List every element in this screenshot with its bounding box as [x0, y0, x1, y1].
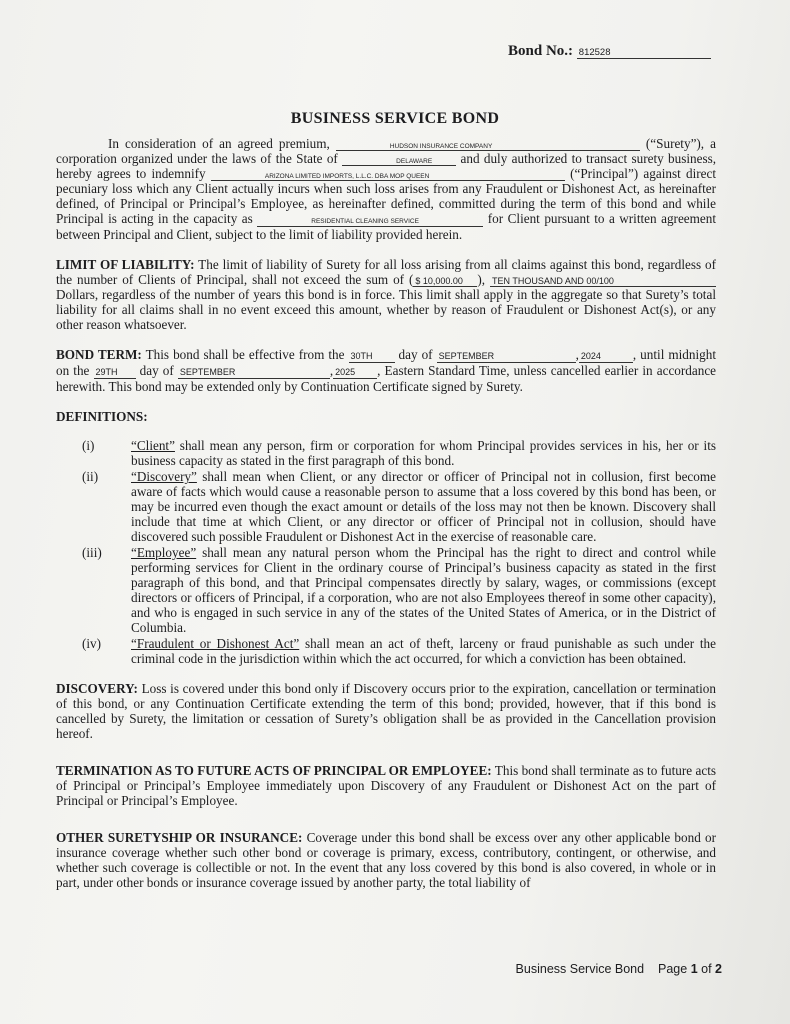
- discovery-section: [56, 681, 716, 741]
- start-month-field: SEPTEMBER: [437, 352, 576, 363]
- surety-name-field: HUDSON INSURANCE COMPANY: [336, 143, 640, 151]
- intro-text-4: (“Principal”) against direct pecuniary loss which any Client actually incurs when such loss arises from any Fraudulent or Dishonest Act, as hereinafter defined, of Principal or Principal’s Employee, as hereinafter defined, committed during the term of this bond and while Principal is acting in the capacity as: [56, 166, 716, 227]
- state-field: DELAWARE: [342, 158, 456, 166]
- footer-page-label: Page: [658, 962, 688, 976]
- intro-text-5: for Client pursuant to a written agreement between Principal and Client, subject to the limit of liability provided herein.: [56, 211, 717, 242]
- intro-text-2: (“Surety”), a corporation organized under the laws of the State of: [56, 136, 717, 167]
- discovery-text: Loss is covered under this bond only if Discovery occurs prior to the expiration, cancellation or termination of this bond, or any Continuation Certificate extending the term of this bond; provided, however, that if this bond is cancelled by Surety, the limitation or cessation of Surety’s obligation shall be as provided in the Cancellation provision hereof.: [56, 681, 716, 742]
- term-text-7: , Eastern Standard Time, unless cancelled earlier in accordance herewith. This bond may be extended only by Continuation Certificate signed by Surety.: [56, 363, 717, 395]
- definition-item: [56, 636, 716, 666]
- definition-item: [56, 469, 716, 544]
- discovery-heading: DISCOVERY:: [56, 681, 138, 697]
- bond-number-label: Bond No.:: [508, 43, 574, 59]
- definition-number: (i): [82, 438, 95, 454]
- termination-text: This bond shall terminate as to future acts of Principal or Principal’s Employee immediately upon Discovery of any Fraudulent or Dishonest Act on the part of Principal or Principal’s Employee.: [56, 763, 716, 809]
- limit-text-1: The limit of liability of Surety for all loss arising from all claims against this bond, regardless of the number of Clients of Principal, shall not exceed the sum of (: [56, 256, 717, 287]
- definition-body: shall mean an act of theft, larceny or fraud punishable as such under the criminal code in the jurisdiction within which the act occurred, for which a conviction has been obtained.: [131, 636, 716, 667]
- bond-term-section: [56, 347, 716, 394]
- definition-number: (iii): [82, 545, 102, 561]
- start-day-field: 30TH: [349, 352, 395, 363]
- term-text-2: day of: [398, 347, 433, 363]
- termination-heading: TERMINATION AS TO FUTURE ACTS OF PRINCIPAL OR EMPLOYEE:: [56, 763, 492, 779]
- principal-name-field: ARIZONA LIMITED IMPORTS, L.L.C. DBA MOP QUEEN: [211, 173, 565, 181]
- definition-text: [131, 636, 716, 666]
- definition-term: “Discovery”: [131, 469, 197, 485]
- definition-number: (ii): [82, 469, 99, 485]
- intro-paragraph: [56, 136, 716, 242]
- limit-heading: LIMIT OF LIABILITY:: [56, 256, 195, 272]
- definition-item: [56, 545, 716, 635]
- page-footer: [516, 962, 722, 976]
- bond-number-line: [508, 43, 711, 60]
- start-year-field: 2024: [579, 352, 633, 363]
- footer-of-label: of: [701, 962, 712, 976]
- document-body: [56, 136, 716, 890]
- document-title: BUSINESS SERVICE BOND: [290, 110, 500, 127]
- definition-item: [56, 438, 716, 468]
- term-text-5: day of: [139, 363, 174, 379]
- intro-text-1: In consideration of an agreed premium,: [108, 136, 330, 151]
- definition-body: shall mean when Client, or any director or officer of Principal not in collusion, first become aware of facts which would cause a reasonable person to assume that a loss covered by this bond has been, or may be incurred even though the exact amount or details of the loss may not then be known. Discovery shall include that time at which Client, or any director or officer of Principal not in collusion, should have discovered such possible Fraudulent or Dishonest Act in the exercise of reasonable care.: [131, 469, 716, 545]
- intro-text-3: and duly authorized to transact surety business, hereby agrees to indemnify: [56, 151, 717, 182]
- limit-text-2: ),: [477, 271, 486, 287]
- definition-term: “Client”: [131, 438, 175, 454]
- limit-text-3: Dollars, regardless of the number of years this bond is in force. This limit shall apply in the aggregate so that Surety’s total liability for all claims shall in no event exceed this amount, whether by reason of Fraudulent or Dishonest Act(s), or any other reason whatsoever.: [56, 287, 716, 333]
- definition-term: “Employee”: [131, 545, 197, 561]
- term-heading: BOND TERM:: [56, 347, 142, 363]
- footer-page-total: 2: [715, 962, 722, 976]
- other-suretyship-section: [56, 830, 716, 890]
- term-text-4: , until midnight on the: [56, 347, 716, 379]
- definition-text: [131, 469, 716, 544]
- footer-page-number: 1: [690, 962, 698, 976]
- definition-text: [131, 545, 716, 635]
- other-heading: OTHER SURETYSHIP OR INSURANCE:: [56, 830, 303, 846]
- definition-body: shall mean any person, firm or corporation for whom Principal provides services in his, her or its business capacity as stated in the first paragraph of this bond.: [131, 438, 716, 469]
- definition-body: shall mean any natural person whom the Principal has the right to direct and control while performing services for Client in the ordinary course of Principal’s business capacity as stated in the first paragraph of this bond, and that Principal compensates directly by salary, wages, or commissions (except directors or officers of Principal, if a corporation, who are not also Employees thereof in some other capacity), and who is engaged in such service in any of the states of the United States of America, or in the District of Columbia.: [131, 545, 716, 636]
- definitions-heading: DEFINITIONS:: [56, 409, 148, 425]
- end-year-field: 2025: [333, 368, 377, 379]
- footer-doc-name: Business Service Bond: [515, 962, 645, 976]
- limit-of-liability-section: [56, 257, 716, 333]
- other-text: Coverage under this bond shall be excess over any other applicable bond or insurance coverage whether such other bond or coverage is primary, excess, contributory, contingent, or otherwise, and whether such coverage is collectible or not. In the event that any loss covered by this bond is also covered, in whole or in part, under other bonds or insurance coverage issued by another party, the total liability of: [56, 830, 716, 891]
- bond-number-value: 812528: [577, 48, 711, 59]
- end-month-field: SEPTEMBER: [178, 368, 330, 379]
- end-day-field: 29TH: [94, 368, 136, 379]
- termination-section: [56, 763, 716, 808]
- definition-number: (iv): [82, 636, 102, 652]
- term-text-6: ,: [329, 363, 334, 379]
- definition-text: [131, 438, 716, 468]
- limit-amount-number: $ 10,000.00: [413, 277, 477, 288]
- term-text-1: This bond shall be effective from the: [145, 347, 345, 363]
- definition-term: “Fraudulent or Dishonest Act”: [131, 636, 300, 652]
- term-text-3: ,: [575, 347, 579, 363]
- limit-amount-words: TEN THOUSAND AND 00/100: [490, 277, 716, 288]
- capacity-field: RESIDENTIAL CLEANING SERVICE: [257, 218, 483, 226]
- definitions-list: [56, 438, 716, 666]
